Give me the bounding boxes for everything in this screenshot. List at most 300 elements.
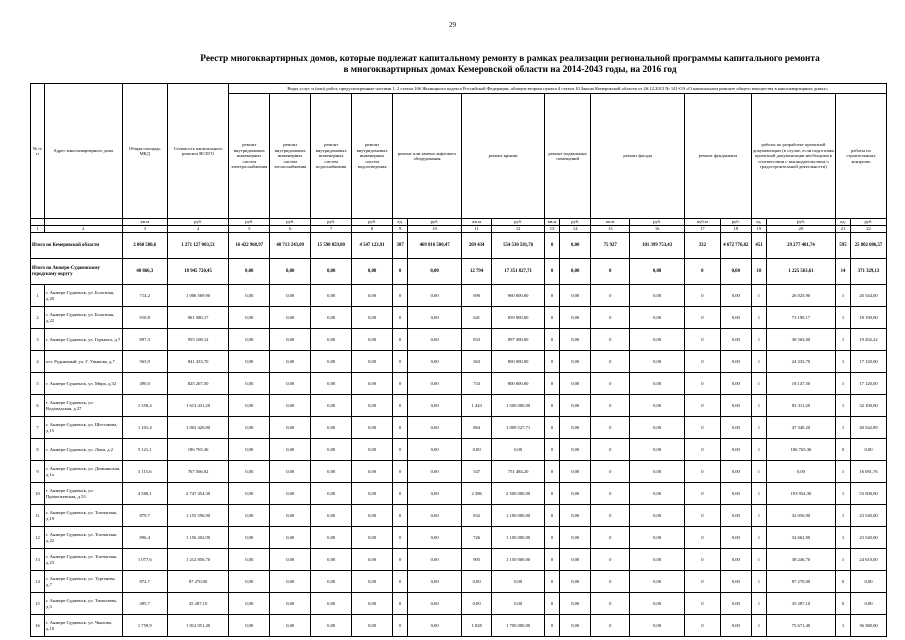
value-cell: 0 [393,259,408,285]
value-cell: 0,00 [311,395,352,417]
value-cell: 0,00 [630,461,685,483]
value-cell: 23 540,00 [851,505,887,527]
value-cell: 0,00 [720,439,751,461]
value-cell: 0 [393,439,408,461]
value-cell: 0,00 [630,417,685,439]
value-cell: 1 [751,527,766,549]
value-cell: 0 [685,417,721,439]
page-number: 29 [449,21,456,29]
value-cell: 40 866,3 [122,259,167,285]
total-row [31,233,887,259]
column-number-cell: 17 [685,226,721,233]
value-cell: 0 [591,351,630,373]
unit-cell: руб. [630,219,685,226]
value-cell: 47 340,20 [766,417,835,439]
row-address: г. Анжеро-Судженск, ул. Домнинская, д.1а [45,461,123,483]
column-number-cell: 2 [45,226,123,233]
value-cell: 0 [393,505,408,527]
table-header [31,84,887,233]
value-cell: 0,00 [560,527,591,549]
value-cell: 0,00 [311,417,352,439]
value-cell: 0,00 [229,483,270,505]
value-cell: 451 [751,233,766,259]
value-cell: 332 [685,233,721,259]
value-cell: 0,00 [462,571,492,593]
document-title [150,54,870,76]
value-cell: 0,00 [352,439,393,461]
table-row [31,593,887,615]
value-cell: 0,00 [408,461,462,483]
value-cell: 0 [545,329,560,351]
value-cell: 0,00 [352,417,393,439]
value-cell: 0,00 [229,549,270,571]
value-cell: 0 [545,461,560,483]
value-cell: 0,00 [352,505,393,527]
value-cell: 0 [591,615,630,637]
value-cell: 0,00 [270,395,311,417]
row-number: 3 [31,329,45,351]
value-cell: 0 [545,549,560,571]
unit-cell: руб. [408,219,462,226]
column-number-cell: 21 [835,226,850,233]
value-cell: 0,00 [851,571,887,593]
value-cell: 0 [685,351,721,373]
value-cell: 0,00 [352,549,393,571]
value-cell: 825 267,50 [167,373,228,395]
header-sewer: ремонт внутридомовых инженерных систем водоотведения [352,94,393,219]
column-number-cell: 4 [167,226,228,233]
value-cell: 897 300,00 [492,329,545,351]
value-cell: 0,00 [311,615,352,637]
registry-table [30,83,887,637]
value-cell: 595 [835,233,850,259]
value-cell: 0,00 [270,593,311,615]
table-row [31,417,887,439]
value-cell: 0 [545,233,560,259]
value-cell: 1 812 051,40 [167,615,228,637]
value-cell: 38 246,70 [766,549,835,571]
row-address: г. Анжеро-Судженск, ул. Лени, д.2 [45,439,123,461]
value-cell: 0,00 [560,351,591,373]
value-cell: 0,00 [408,259,462,285]
value-cell: 0 [685,549,721,571]
column-number-cell: 9 [393,226,408,233]
value-cell: 0,00 [270,615,311,637]
value-cell: 87 270,00 [766,571,835,593]
value-cell: 20 544,00 [851,285,887,307]
value-cell: 1 [835,417,850,439]
value-cell: 0 [393,395,408,417]
value-cell: 24 610,00 [851,549,887,571]
value-cell: 1 009 527,71 [492,417,545,439]
value-cell: 0,00 [630,373,685,395]
value-cell: 18 945 720,45 [167,259,228,285]
value-cell: 490,0 [122,373,167,395]
value-cell: 0,00 [630,329,685,351]
value-cell: 896,4 [122,527,167,549]
value-cell: 0 [685,307,721,329]
value-cell: 0 [545,285,560,307]
value-cell: 32 100,00 [851,395,887,417]
value-cell: 25 802 086,57 [851,233,887,259]
value-cell: 0,00 [352,483,393,505]
value-cell: 1 [751,439,766,461]
row-address: г. Анжеро-Судженск, ул. Тимолаева, д.3 [45,593,123,615]
header-design: работы по разработке проектной документации (в случае, если подготовка проектной документации необходима в соответствии с законодательством о градостроительной деятельности) [751,94,835,219]
value-cell: 0 [545,395,560,417]
value-cell: 0,00 [229,461,270,483]
value-cell: 0,00 [560,373,591,395]
value-cell: 0 [685,483,721,505]
row-number: 12 [31,527,45,549]
value-cell: 2 060 580,6 [122,233,167,259]
value-cell: 0,00 [229,527,270,549]
value-cell: 29 277 401,74 [766,233,835,259]
row-number: 11 [31,505,45,527]
value-cell: 0 [685,527,721,549]
value-cell: 1 700 000,00 [492,615,545,637]
column-number-cell: 3 [122,226,167,233]
value-cell: 554 530 581,76 [492,233,545,259]
value-cell: 18 147,50 [766,373,835,395]
value-cell: 0,00 [408,329,462,351]
row-address: г. Анжеро-Судженск, ул. Мира, д.32 [45,373,123,395]
value-cell: 897,3 [122,329,167,351]
value-cell: 0 [685,395,721,417]
value-cell: 1 101,4 [122,417,167,439]
value-cell: 1 100 000,00 [492,527,545,549]
column-number-cell: 15 [591,226,630,233]
table-row [31,307,887,329]
value-cell: 0 [685,259,721,285]
value-cell: 1 155 596,90 [167,505,228,527]
column-number-cell: 18 [720,226,751,233]
row-address: пгт. Рудничный, ул. Г. Ушакова, д.7 [45,351,123,373]
table-row [31,549,887,571]
value-cell: 1 [751,505,766,527]
value-cell: 0,00 [720,483,751,505]
value-cell: 0 [545,505,560,527]
value-cell: 0,00 [270,373,311,395]
value-cell: 0,00 [229,615,270,637]
value-cell: 859 900,00 [492,307,545,329]
header-heat: ремонт внутридомовых инженерных систем теплоснабжения [270,94,311,219]
value-cell: 17 120,00 [851,351,887,373]
value-cell: 0,00 [630,505,685,527]
value-cell: 0,00 [720,373,751,395]
unit-cell: руб. [492,219,545,226]
value-cell: 1 [751,593,766,615]
header-water: ремонт внутридомовых инженерных систем водоснабжения [311,94,352,219]
value-cell: 0 [685,571,721,593]
value-cell: 0,00 [560,307,591,329]
value-cell: 0,00 [630,483,685,505]
value-cell: 0,00 [560,549,591,571]
value-cell: 0,00 [408,593,462,615]
value-cell: 4 672 776,82 [720,233,751,259]
title-line-2: в многоквартирных домах Кемеровской области на 2014-2043 годы, на 2016 год [343,65,677,75]
value-cell: 1 [835,461,850,483]
row-number: 2 [31,307,45,329]
value-cell: 1 558,4 [122,395,167,417]
value-cell: 40 542,89 [851,417,887,439]
header-foundation: ремонт фундамента [685,94,752,219]
value-cell: 1 [751,307,766,329]
value-cell: 0 [545,307,560,329]
value-cell: 186 765,36 [167,439,228,461]
value-cell: 1 150 000,00 [492,549,545,571]
value-cell: 0,00 [229,505,270,527]
column-number-cell: 1 [31,226,45,233]
value-cell: 0 [835,593,850,615]
value-cell: 35 287,10 [167,593,228,615]
value-cell: 14 [835,259,850,285]
value-cell: 0 [685,439,721,461]
value-cell: 0 [393,593,408,615]
value-cell: 0,00 [311,307,352,329]
unit-cell: руб. [311,219,352,226]
header-facade: ремонт фасада [591,94,685,219]
value-cell: 1 212 856,70 [167,549,228,571]
value-cell: 0 [591,527,630,549]
value-cell: 17 351 827,71 [492,259,545,285]
row-address: г. Анжеро-Судженск, ул. Прокопьевская, д.53 [45,483,123,505]
value-cell: 4 547 123,91 [352,233,393,259]
value-cell: 0,00 [352,461,393,483]
value-cell: 0,00 [630,593,685,615]
value-cell: 0 [545,439,560,461]
header-control: работы по строительному контролю [835,94,886,219]
value-cell: 0,00 [408,615,462,637]
row-number: 13 [31,549,45,571]
value-cell: 0,00 [408,439,462,461]
value-cell: 0,00 [229,329,270,351]
value-cell: 269 434 [462,233,492,259]
row-address: г. Анжеро-Судженск, ул. Болотная, д.22 [45,307,123,329]
value-cell: 0,00 [311,549,352,571]
value-cell: 2 747 454,30 [167,483,228,505]
value-cell: 0 [591,439,630,461]
unit-cell: кв.м [462,219,492,226]
value-cell: 0 [545,259,560,285]
value-cell: 12 794 [462,259,492,285]
row-label: Итого по Кемеровской области [31,233,123,259]
value-cell: 1 [835,329,850,351]
value-cell: 0 [591,373,630,395]
column-number-cell: 22 [851,226,887,233]
value-cell: 1 [835,285,850,307]
row-address: г. Анжеро-Судженск, ул. Водопадская, д.27 [45,395,123,417]
column-number-cell: 19 [751,226,766,233]
value-cell: 0,00 [352,285,393,307]
value-cell: 0,00 [720,417,751,439]
value-cell: 0,00 [492,593,545,615]
value-cell: 833 [462,329,492,351]
value-cell: 83 311,20 [766,395,835,417]
value-cell: 0,00 [229,439,270,461]
value-cell: 0 [393,571,408,593]
row-number: 9 [31,461,45,483]
column-number-cell: 7 [311,226,352,233]
value-cell: 16 081,76 [851,461,887,483]
table-row [31,285,887,307]
value-cell: 0 [545,615,560,637]
value-cell: 0,00 [270,329,311,351]
value-cell: 1 [835,395,850,417]
value-cell: 0 [835,571,850,593]
value-cell: 0 [591,285,630,307]
value-cell: 0,00 [270,307,311,329]
table-row [31,505,887,527]
row-number: 7 [31,417,45,439]
value-cell: 0,00 [311,259,352,285]
value-cell: 800 000,00 [492,351,545,373]
value-cell: 0 [393,373,408,395]
value-cell: 0 [545,351,560,373]
value-cell: 0 [591,395,630,417]
column-number-cell: 11 [462,226,492,233]
value-cell: 0,00 [408,307,462,329]
value-cell: 872,7 [122,571,167,593]
column-number-cell: 8 [352,226,393,233]
value-cell: 0,00 [311,285,352,307]
unit-cell: руб. [167,219,228,226]
value-cell: 5 121,1 [122,439,167,461]
table-row [31,351,887,373]
row-address: г. Анжеро-Судженск, ул. Шестакова, д.15 [45,417,123,439]
row-address: г. Анжеро-Судженск, ул. Болотная, д.20 [45,285,123,307]
unit-cell: ед. [393,219,408,226]
value-cell: 1 [751,549,766,571]
table-row [31,615,887,637]
value-cell: 0,00 [229,351,270,373]
value-cell: 0,00 [311,351,352,373]
value-cell: 841 433,70 [167,351,228,373]
value-cell: 0 [591,417,630,439]
value-cell: 1 271 127 003,51 [167,233,228,259]
value-cell: 0,00 [720,285,751,307]
value-cell: 563,9 [122,351,167,373]
value-cell: 0,00 [270,461,311,483]
value-cell: 0,00 [560,417,591,439]
value-cell: 0,00 [560,329,591,351]
unit-cell: руб. [229,219,270,226]
value-cell: 186 765,36 [766,439,835,461]
row-number: 8 [31,439,45,461]
value-cell: 0,00 [408,417,462,439]
value-cell: 0,00 [560,505,591,527]
value-cell: 1 077,6 [122,549,167,571]
value-cell: 0,00 [462,593,492,615]
value-cell: 0,00 [352,351,393,373]
value-cell: 18 190,00 [851,307,887,329]
value-cell: 0 [545,571,560,593]
header-electro: ремонт внутридомовых инженерных систем электроснабжения [229,94,270,219]
value-cell: 0,00 [408,527,462,549]
value-cell: 1 [751,483,766,505]
column-number-cell: 5 [229,226,270,233]
row-address: г. Анжеро-Судженск, ул. Топтыгина, д.19 [45,505,123,527]
row-address: г. Анжеро-Судженск, ул. Топтыгина, д.22 [45,527,123,549]
value-cell: 0 [393,351,408,373]
value-cell: 16 422 968,97 [229,233,270,259]
value-cell: 0,00 [352,593,393,615]
value-cell: 0,00 [630,351,685,373]
row-number: 6 [31,395,45,417]
value-cell: 0,00 [560,285,591,307]
value-cell: 0,00 [352,329,393,351]
value-cell: 1 [751,329,766,351]
value-cell: 0 [393,527,408,549]
value-cell: 0,00 [408,505,462,527]
value-cell: 0,00 [229,395,270,417]
value-cell: 0,00 [630,549,685,571]
value-cell: 101 399 753,43 [630,233,685,259]
value-cell: 0,00 [720,395,751,417]
value-cell: 0,00 [492,571,545,593]
value-cell: 960 000,00 [492,285,545,307]
value-cell: 1 156 202,90 [167,527,228,549]
value-cell: 19 202,22 [851,329,887,351]
value-cell: 53 500,00 [851,483,887,505]
row-number: 16 [31,615,45,637]
value-cell: 0,00 [720,329,751,351]
value-cell: 0,00 [492,439,545,461]
value-cell: 0,00 [229,259,270,285]
value-cell: 1 [835,527,850,549]
table-body [31,233,887,637]
value-cell: 0,00 [720,461,751,483]
value-cell: 0,00 [311,483,352,505]
value-cell: 0,00 [311,505,352,527]
value-cell: 0 [393,483,408,505]
value-cell: 3 115,6 [122,461,167,483]
value-cell: 2 500 000,00 [492,483,545,505]
value-cell: 1 759,9 [122,615,167,637]
row-number: 5 [31,373,45,395]
value-cell: 0,00 [851,593,887,615]
value-cell: 0,00 [630,571,685,593]
subtotal-row [31,259,887,285]
value-cell: 0,00 [560,259,591,285]
value-cell: 864 [462,417,492,439]
value-cell: 87 270,00 [167,571,228,593]
value-cell: 0,00 [229,417,270,439]
value-cell: 714,2 [122,285,167,307]
value-cell: 0,00 [352,307,393,329]
value-cell: 1 225 563,61 [766,259,835,285]
value-cell: 1 613 431,20 [167,395,228,417]
unit-cell: руб. [270,219,311,226]
value-cell: 0,00 [408,483,462,505]
value-cell: 1 [751,417,766,439]
value-cell: 0 [393,615,408,637]
value-cell: 48 713 243,09 [270,233,311,259]
value-cell: 563 [462,351,492,373]
value-cell: 0,00 [311,571,352,593]
value-cell: 910,8 [122,307,167,329]
units-empty [31,219,45,226]
value-cell: 23 540,00 [851,527,887,549]
value-cell: 0,00 [270,505,311,527]
value-cell: 15 590 859,80 [311,233,352,259]
value-cell: 690 [462,285,492,307]
value-cell: 35 287,10 [766,593,835,615]
value-cell: 0,00 [851,439,887,461]
unit-cell: кв.м [122,219,167,226]
value-cell: 17 120,00 [851,373,887,395]
value-cell: 469 810 500,47 [408,233,462,259]
